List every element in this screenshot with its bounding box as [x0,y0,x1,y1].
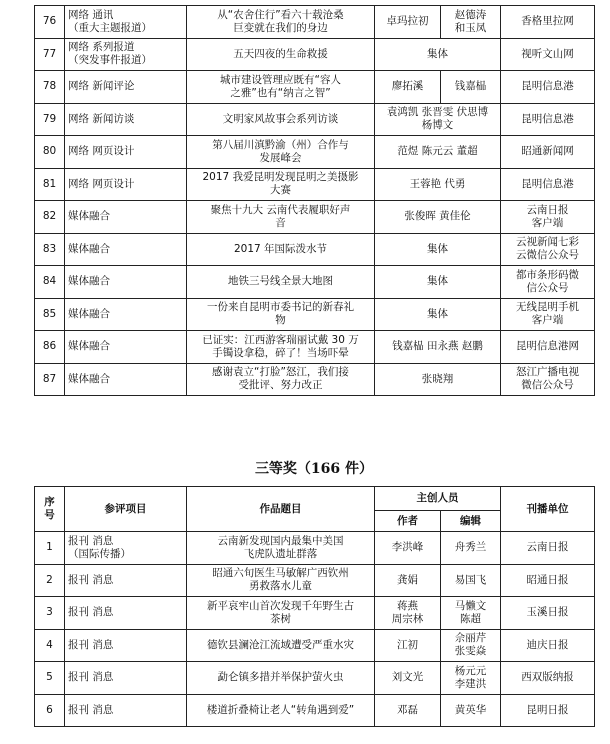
row-title: 已证实：江西游客瑞丽试戴 30 万 手镯设拿稳，碎了！当场吓晕 [187,331,375,364]
row-publisher: 香格里拉网 [501,6,595,39]
table-row [35,363,595,396]
row-author: 江初 [375,629,441,662]
row-title: 从“农舍住行”看六十载沧桑 巨变就在我们的身边 [187,6,375,39]
row-creators: 钱嘉榀 田永燕 赵鹏 [375,331,501,364]
row-title: 2017 我爱昆明发现昆明之美摄影 大赛 [187,168,375,201]
row-number: 2 [35,564,65,597]
row-number: 79 [35,103,65,136]
row-creators: 王蓉艳 代勇 [375,168,501,201]
header-author: 作者 [375,511,441,532]
row-creators: 集体 [375,266,501,299]
row-editor: 钱嘉榀 [441,71,501,104]
row-publisher: 昆明信息港网 [501,331,595,364]
row-creators: 集体 [375,233,501,266]
table-row [35,168,595,201]
row-publisher: 昆明日报 [501,694,595,727]
row-category: 媒体融合 [65,266,187,299]
row-author: 蒋燕 周宗林 [375,597,441,630]
row-number: 78 [35,71,65,104]
row-number: 76 [35,6,65,39]
row-title: 五天四夜的生命救援 [187,38,375,71]
table-row [35,694,595,727]
table-row [35,103,595,136]
table-row [35,6,595,39]
awards-table-body [35,6,595,396]
row-category: 媒体融合 [65,298,187,331]
row-category: 报刊 消息 [65,597,187,630]
table-row [35,136,595,169]
table-row [35,38,595,71]
table-row [35,266,595,299]
row-category: 报刊 消息 [65,694,187,727]
row-title: 楼道折叠椅让老人“转角遇到爱” [187,694,375,727]
table-row [35,71,595,104]
row-creators: 袁鸿凯 张晋雯 伏思博 杨博文 [375,103,501,136]
row-publisher: 西双版纳报 [501,662,595,695]
row-editor: 黄英华 [441,694,501,727]
row-author: 邓磊 [375,694,441,727]
row-publisher: 昆明信息港 [501,103,595,136]
row-creators: 集体 [375,298,501,331]
header-num: 序 号 [35,487,65,532]
row-publisher: 昭通日报 [501,564,595,597]
row-category: 网络 新闻访谈 [65,103,187,136]
row-author: 龚娟 [375,564,441,597]
row-author: 李洪峰 [375,532,441,565]
row-creators: 张俊晖 黄佳伦 [375,201,501,234]
row-publisher: 无线昆明手机 客户端 [501,298,595,331]
row-title: 第八届川滇黔渝（州）合作与 发展峰会 [187,136,375,169]
row-title: 勐仑镇多措并举保护萤火虫 [187,662,375,695]
section-title: 三等奖（166 件） [254,461,374,477]
row-number: 6 [35,694,65,727]
awards-table-continued [34,5,595,396]
row-editor: 杨元元 李建洪 [441,662,501,695]
row-category: 报刊 消息 [65,629,187,662]
row-number: 1 [35,532,65,565]
row-number: 4 [35,629,65,662]
header-creators: 主创人员 [375,487,501,511]
third-prize-table [34,486,595,727]
row-editor: 易国飞 [441,564,501,597]
header-publisher: 刊播单位 [501,487,595,532]
row-number: 81 [35,168,65,201]
row-title: 文明家风故事会系列访谈 [187,103,375,136]
table-row [35,597,595,630]
table-row [35,629,595,662]
row-category: 网络 新闻评论 [65,71,187,104]
row-number: 86 [35,331,65,364]
row-number: 77 [35,38,65,71]
row-publisher: 迪庆日报 [501,629,595,662]
row-publisher: 昆明信息港 [501,168,595,201]
row-publisher: 视听文山网 [501,38,595,71]
row-category: 媒体融合 [65,331,187,364]
row-author: 廖拓溪 [375,71,441,104]
header-category: 参评项目 [65,487,187,532]
row-number: 87 [35,363,65,396]
row-category: 报刊 消息 [65,662,187,695]
row-number: 85 [35,298,65,331]
row-author: 刘文光 [375,662,441,695]
row-number: 84 [35,266,65,299]
row-creators: 范煜 陈元云 董超 [375,136,501,169]
row-category: 网络 通讯 （重大主题报道） [65,6,187,39]
row-category: 媒体融合 [65,363,187,396]
row-category: 网络 网页设计 [65,136,187,169]
row-title: 新平哀牢山首次发现千年野生古 茶树 [187,597,375,630]
table-row [35,532,595,565]
row-number: 82 [35,201,65,234]
row-title: 2017 年国际泼水节 [187,233,375,266]
row-title: 城市建设管理应既有“容人 之雅”也有“纳言之智” [187,71,375,104]
row-editor: 马懒文 陈超 [441,597,501,630]
row-category: 网络 网页设计 [65,168,187,201]
row-category: 网络 系列报道 （突发事件报道） [65,38,187,71]
row-author: 卓玛拉初 [375,6,441,39]
third-prize-table-header [35,487,595,532]
row-number: 5 [35,662,65,695]
row-category: 媒体融合 [65,201,187,234]
row-number: 80 [35,136,65,169]
table-row [35,201,595,234]
row-publisher: 怒江广播电视 微信公众号 [501,363,595,396]
row-publisher: 云南日报 客户端 [501,201,595,234]
row-editor: 赵德涛 和玉凤 [441,6,501,39]
row-title: 聚焦十九大 云南代表履职好声 音 [187,201,375,234]
row-publisher: 云南日报 [501,532,595,565]
row-number: 3 [35,597,65,630]
row-category: 报刊 消息 [65,564,187,597]
third-prize-table-body [35,532,595,727]
row-editor: 舟秀兰 [441,532,501,565]
row-publisher: 都市条形码微 信公众号 [501,266,595,299]
table-row [35,662,595,695]
table-row [35,331,595,364]
row-title: 昭通六旬医生马敏解广西钦州 勇救落水儿童 [187,564,375,597]
row-title: 地铁三号线全景大地图 [187,266,375,299]
row-publisher: 云视新闻七彩 云微信公众号 [501,233,595,266]
row-publisher: 玉溪日报 [501,597,595,630]
row-title: 德钦县澜沧江流域遭受严重水灾 [187,629,375,662]
row-number: 83 [35,233,65,266]
row-publisher: 昆明信息港 [501,71,595,104]
header-title: 作品题目 [187,487,375,532]
row-publisher: 昭通新闻网 [501,136,595,169]
table-row [35,233,595,266]
row-category: 报刊 消息 （国际传播） [65,532,187,565]
row-title: 云南新发现国内最集中美国 飞虎队遗址群落 [187,532,375,565]
row-title: 一份来自昆明市委书记的新春礼 物 [187,298,375,331]
row-creators: 集体 [375,38,501,71]
row-category: 媒体融合 [65,233,187,266]
table-row [35,564,595,597]
table-row [35,298,595,331]
row-creators: 张晓翔 [375,363,501,396]
row-editor: 佘丽芹 张雯焱 [441,629,501,662]
row-title: 感谢袁立“打脸”怒江，我们接 受批评、努力改正 [187,363,375,396]
header-editor: 编辑 [441,511,501,532]
